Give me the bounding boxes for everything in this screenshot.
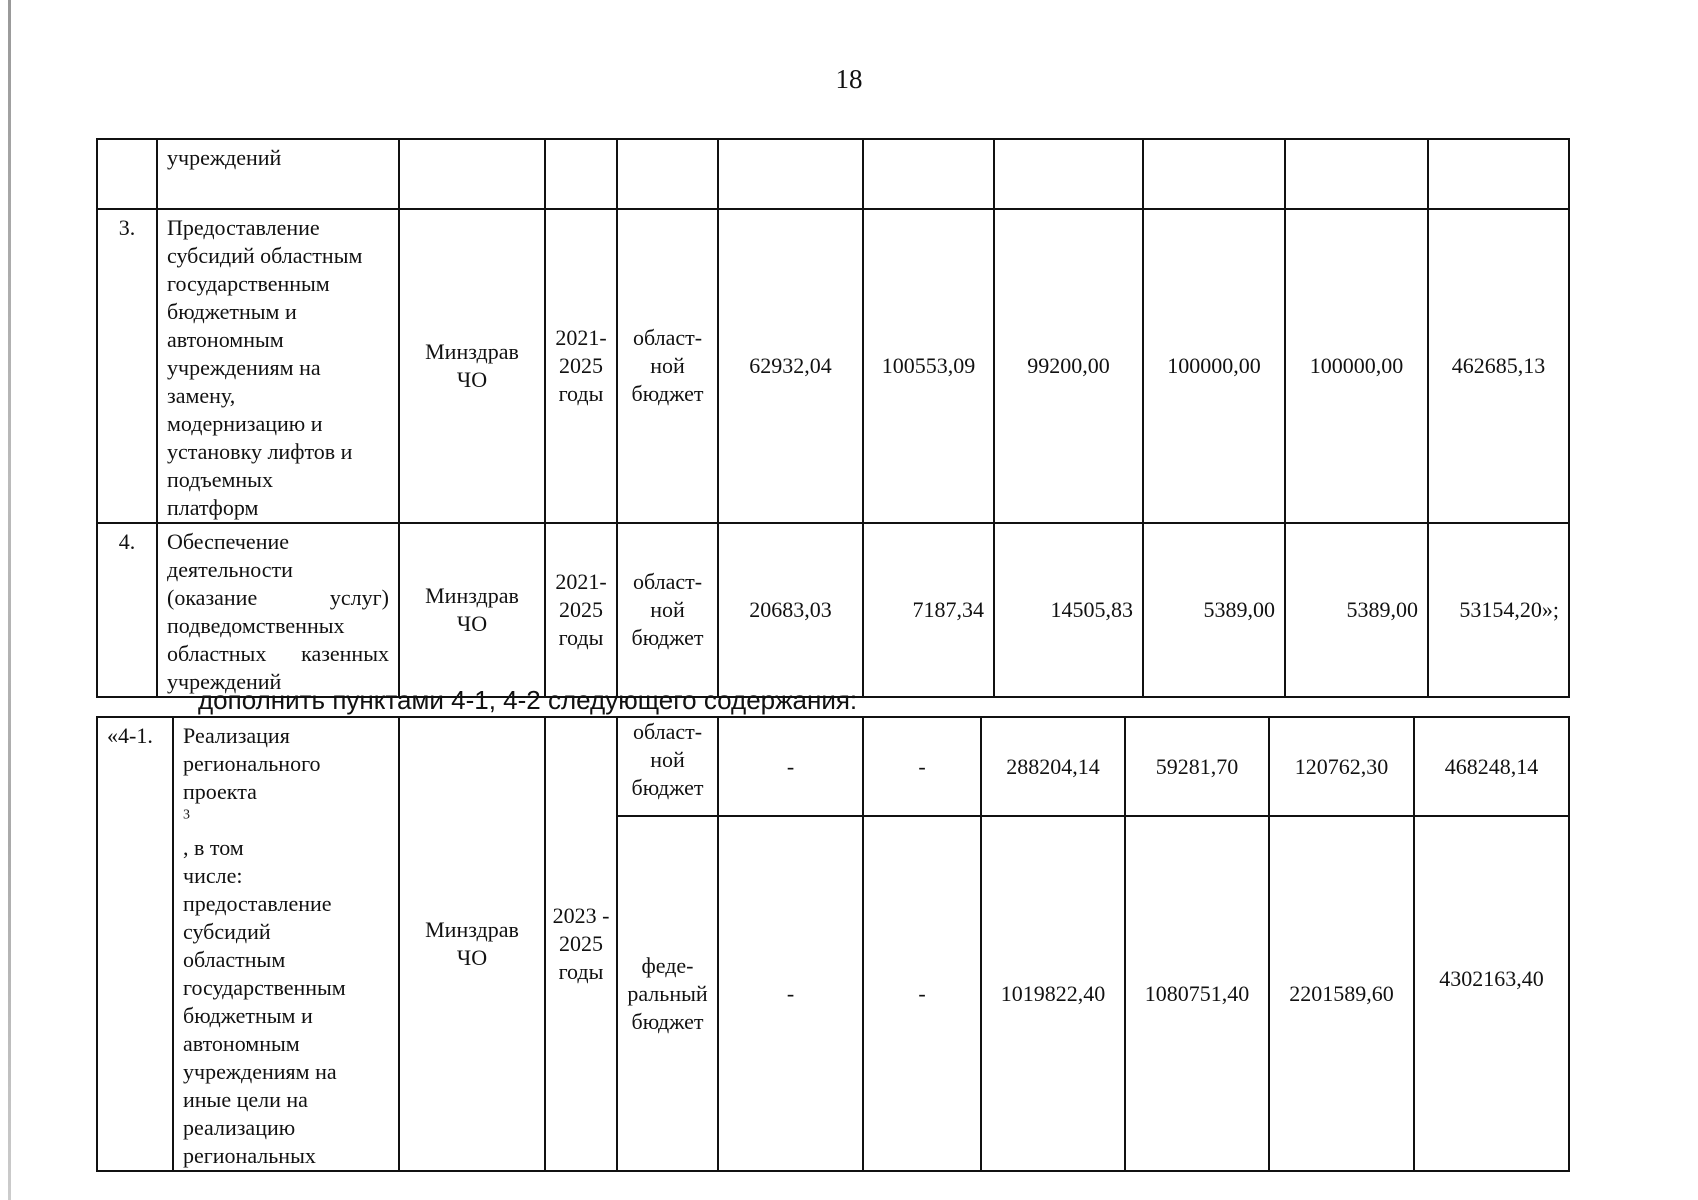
value-2024: 59281,70	[1125, 717, 1269, 816]
row-source: област- ной бюджет	[617, 209, 718, 523]
value-2021: -	[718, 816, 863, 1171]
value-2022: 100553,09	[863, 209, 994, 523]
value-2021: -	[718, 717, 863, 816]
row-number: 3.	[97, 209, 157, 523]
number-cell	[97, 139, 157, 209]
row-number: 4.	[97, 523, 157, 697]
row-source: област- ной бюджет	[617, 523, 718, 697]
row-executor: Минздрав ЧО	[399, 209, 545, 523]
value-2025: 100000,00	[1285, 209, 1428, 523]
value-total: 462685,13	[1428, 209, 1569, 523]
value-2025: 5389,00	[1285, 523, 1428, 697]
row-executor: Минздрав ЧО	[399, 717, 545, 1171]
scan-edge	[8, 0, 11, 1200]
value-2021: 62932,04	[718, 209, 863, 523]
budget-table-2	[96, 716, 1570, 1172]
amendment-note: дополнить пунктами 4-1, 4-2 следующего содержания:	[198, 685, 858, 715]
value-cell	[1428, 139, 1569, 209]
table-row-4	[97, 523, 1569, 697]
value-2023: 99200,00	[994, 209, 1143, 523]
table-row-3	[97, 209, 1569, 523]
source-cell	[617, 139, 718, 209]
value-2022: -	[863, 816, 981, 1171]
value-2024: 1080751,40	[1125, 816, 1269, 1171]
period-cell	[545, 139, 617, 209]
value-cell	[1285, 139, 1428, 209]
value-2023: 14505,83	[994, 523, 1143, 697]
value-cell	[994, 139, 1143, 209]
row-executor: Минздрав ЧО	[399, 523, 545, 697]
table-row-continued	[97, 139, 1569, 209]
value-2023: 288204,14	[981, 717, 1125, 816]
page-number: 18	[835, 64, 863, 94]
value-total: 53154,20»;	[1428, 523, 1569, 697]
value-2025: 2201589,60	[1269, 816, 1414, 1171]
row-description: Обеспечение деятельности (оказание услуг) подведомственных областных казенных учреждений	[157, 523, 399, 697]
budget-table-1	[96, 138, 1570, 698]
row-description: Предоставление субсидий областным государственным бюджетным и автономным учреждениям на замену, модернизацию и установку лифтов и подъемных платформ	[157, 209, 399, 523]
executor-cell	[399, 139, 545, 209]
value-2025: 120762,30	[1269, 717, 1414, 816]
footnote-mark: 3	[183, 807, 190, 823]
value-2023: 1019822,40	[981, 816, 1125, 1171]
description-cell: учреждений	[157, 139, 399, 209]
value-cell	[718, 139, 863, 209]
row-description: Реализация регионального проекта $^3$ , в том числе: предоставление субсидий областным государственным бюджетным и автономным учреждениям на иные цели на реализацию региональных	[173, 717, 399, 1171]
value-cell	[1143, 139, 1285, 209]
value-total: 468248,14	[1414, 717, 1569, 816]
row-source: област- ной бюджет	[617, 717, 718, 816]
value-total: 4302163,40	[1414, 816, 1569, 1171]
value-cell	[863, 139, 994, 209]
row-period: 2021- 2025 годы	[545, 209, 617, 523]
row-period: 2021- 2025 годы	[545, 523, 617, 697]
value-2024: 100000,00	[1143, 209, 1285, 523]
row-number: «4-1.	[97, 717, 173, 1171]
value-2022: 7187,34	[863, 523, 994, 697]
row-period: 2023 - 2025 годы	[545, 717, 617, 1171]
value-2021: 20683,03	[718, 523, 863, 697]
value-2024: 5389,00	[1143, 523, 1285, 697]
row-source: феде- ральный бюджет	[617, 816, 718, 1171]
value-2022: -	[863, 717, 981, 816]
table-row-4-1-regional	[97, 717, 1569, 816]
